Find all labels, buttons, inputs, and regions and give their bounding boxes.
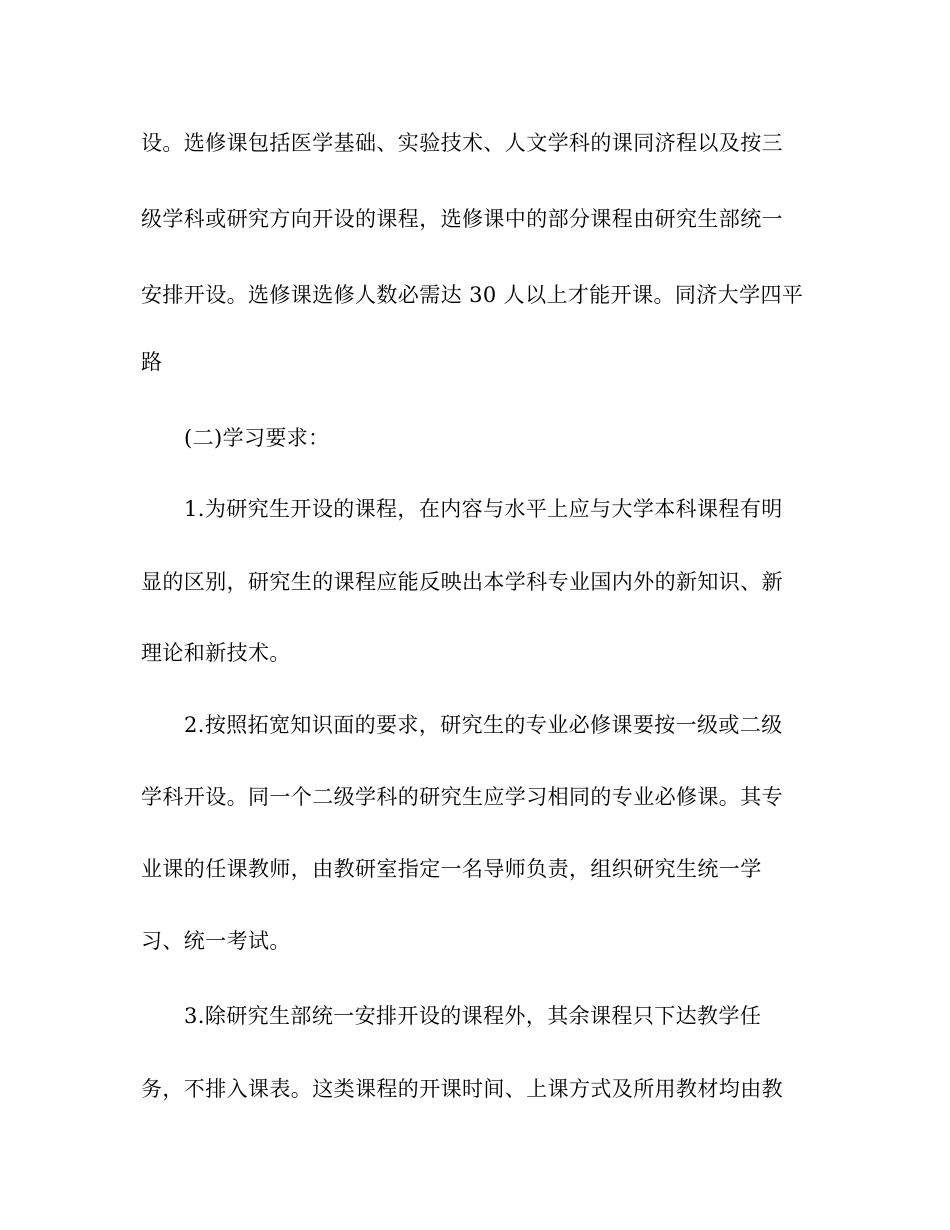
paragraph-line: 路 [141, 350, 163, 374]
paragraph-line: 安排开设。选修课选修人数必需达 30 人以上才能开课。同济大学四平 [141, 283, 804, 307]
paragraph-line: 业课的任课教师，由教研室指定一名导师负责，组织研究生统一学 [141, 857, 762, 881]
paragraph-line: 级学科或研究方向开设的课程，选修课中的部分课程由研究生部统一 [141, 207, 783, 231]
paragraph-line: 2.按照拓宽知识面的要求，研究生的专业必修课要按一级或二级 [184, 713, 783, 737]
paragraph-line: 务，不排入课表。这类课程的开课时间、上课方式及所用教材均由教 [141, 1077, 783, 1101]
paragraph-line: 3.除研究生部统一安排开设的课程外，其余课程只下达教学任 [184, 1004, 762, 1028]
paragraph-line: 学科开设。同一个二级学科的研究生应学习相同的专业必修课。其专 [141, 785, 783, 809]
paragraph-line: 习、统一考试。 [141, 929, 291, 953]
paragraph-line: 设。选修课包括医学基础、实验技术、人文学科的课同济程以及按三 [141, 131, 783, 155]
paragraph-line: 理论和新技术。 [141, 641, 291, 665]
paragraph-line: 显的区别，研究生的课程应能反映出本学科专业国内外的新知识、新 [141, 570, 783, 594]
section-heading: (二)学习要求： [184, 426, 330, 450]
paragraph-line: 1.为研究生开设的课程，在内容与水平上应与大学本科课程有明 [184, 497, 783, 521]
